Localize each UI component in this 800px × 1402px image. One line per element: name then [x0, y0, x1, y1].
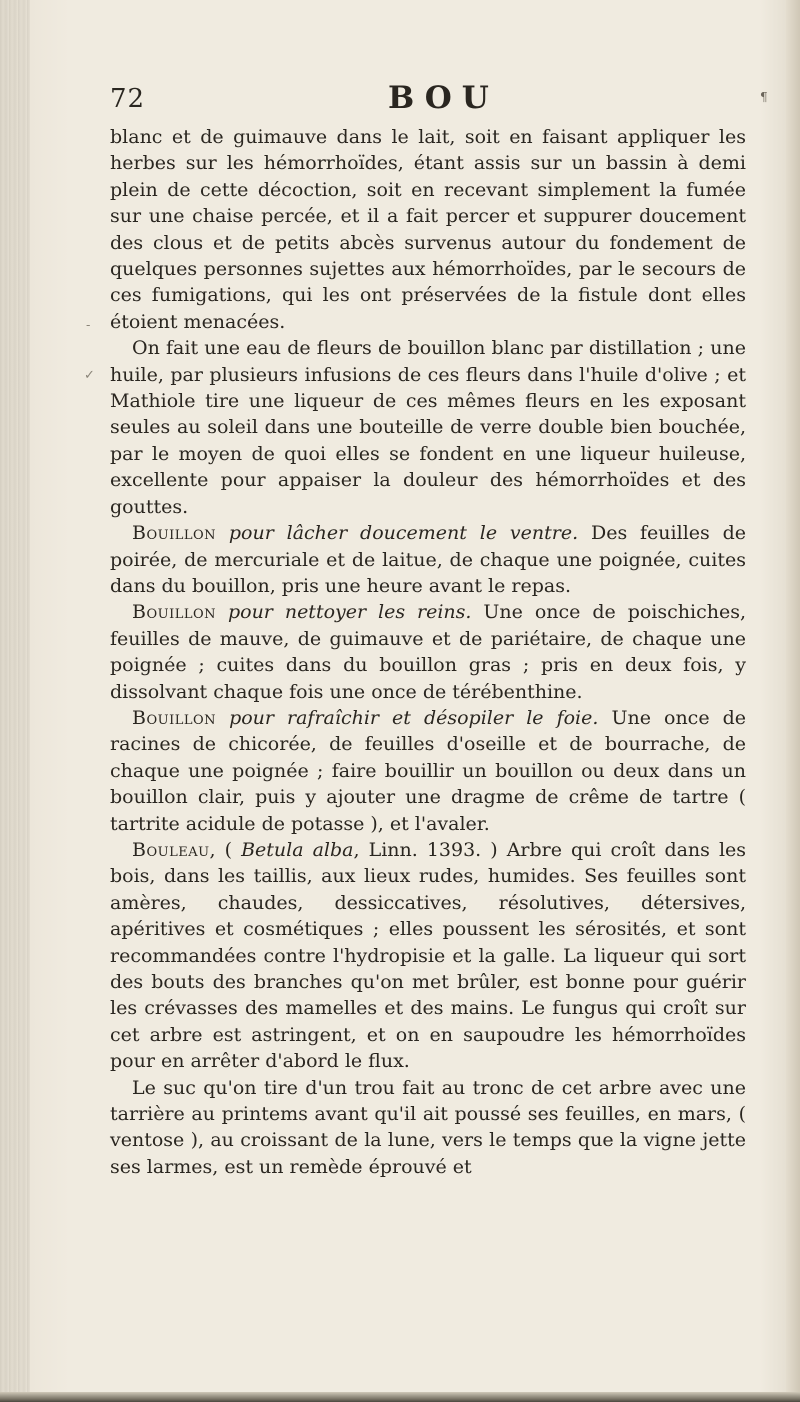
entry-punct: , (	[209, 838, 233, 861]
margin-dash-mark: -	[86, 318, 91, 333]
entry-latin-name: Betula alba	[241, 838, 354, 861]
entry-bouleau	[110, 837, 746, 1075]
page-number: 72	[110, 84, 146, 114]
printer-mark: ¶	[760, 90, 768, 104]
entry-text: , Linn. 1393. ) Arbre qui croît dans les bois, dans les taillis, aux lieux rudes, humides. Ses feuilles sont amères, chaudes, dessiccatives, résolutives, détersives, apéritives et cosmétiques ; elles poussent les sérosités, et sont recommandées contre l'hydropisie et la galle. La liqueur qui sort des bouts des branches qu'on met brûler, est bonne pour guérir les crévasses des mamelles et des mains. Le fungus qui croît sur cet arbre est astringent, et on en saupoudre les hémorrhoïdes pour en arrêter d'abord le flux.	[110, 838, 747, 1073]
entry-headword: Bouillon	[132, 601, 217, 624]
running-head: BOU	[388, 80, 499, 116]
entry-bouillon-foie	[110, 705, 746, 837]
page-edge-right	[786, 0, 800, 1402]
entry-text: Des feuilles de poirée, de mercuriale et de laitue, de chaque une poignée, cuites dans du bouillon, pris une heure avant le repas.	[110, 522, 747, 597]
entry-bouillon-lacher	[110, 520, 746, 599]
page-header	[110, 80, 768, 120]
entry-headword: Bouleau	[132, 838, 210, 861]
paragraph-1-text: blanc et de guimauve dans le lait, soit en faisant appliquer les herbes sur les hémorrhoïdes, étant assis sur un bassin à demi plein de cette décoction, soit en recevant simplement la fumée sur une chaise percée, et il a fait percer et suppurer doucement des clous et de petits abcès survenus autour du fondement de quelques personnes sujettes aux hémorrhoïdes, par le secours de ces fumigations, qui les ont préservées de la fistule dont elles étoient menacées.	[110, 126, 746, 333]
page-edge-bottom	[0, 1392, 800, 1402]
entry-bouillon-reins	[110, 599, 746, 705]
paragraph-last-text: Le suc qu'on tire d'un trou fait au tronc de cet arbre avec une tarrière au printems avant qu'il ait poussé ses feuilles, en mars, ( ventose ), au croissant de la lune, vers le temps que la vigne jette ses larmes, est un remède éprouvé et	[110, 1076, 746, 1178]
entry-subtitle: pour rafraîchir et désopiler le foie.	[229, 706, 599, 729]
body-text	[110, 124, 746, 1180]
entry-headword: Bouillon	[132, 706, 217, 729]
paragraph-1	[110, 124, 746, 335]
entry-subtitle: pour nettoyer les reins.	[227, 601, 472, 624]
margin-check-mark: ✓	[84, 368, 95, 383]
entry-subtitle: pour lâcher doucement le ventre.	[228, 522, 579, 545]
binding-shadow	[0, 0, 30, 1402]
entry-headword: Bouillon	[132, 522, 217, 545]
entry-text: Une once de racines de chicorée, de feuilles d'oseille et de bourrache, de chaque une poignée ; faire bouillir un bouillon ou deux dans un bouillon clair, puis y ajouter une dragme de crême de tartre ( tartrite acidule de potasse ), et l'avaler.	[110, 706, 747, 835]
paragraph-2-text: On fait une eau de fleurs de bouillon blanc par distillation ; une huile, par plusieurs infusions de ces fleurs dans l'huile d'olive ; et Mathiole tire une liqueur de ces mêmes fleurs en les exposant seules au soleil dans une bouteille de verre double bien bouchée, par le moyen de quoi elles se fondent en une liqueur huileuse, excellente pour appaiser la douleur des hémorrhoïdes et des gouttes.	[110, 337, 746, 518]
entry-text: Une once de poischiches, feuilles de mauve, de guimauve et de pariétaire, de chaque une poignée ; cuites dans du bouillon gras ; pris en deux fois, y dissolvant chaque fois une once de térébenthine.	[110, 601, 746, 703]
paragraph-2	[110, 335, 746, 520]
paragraph-last	[110, 1075, 746, 1181]
